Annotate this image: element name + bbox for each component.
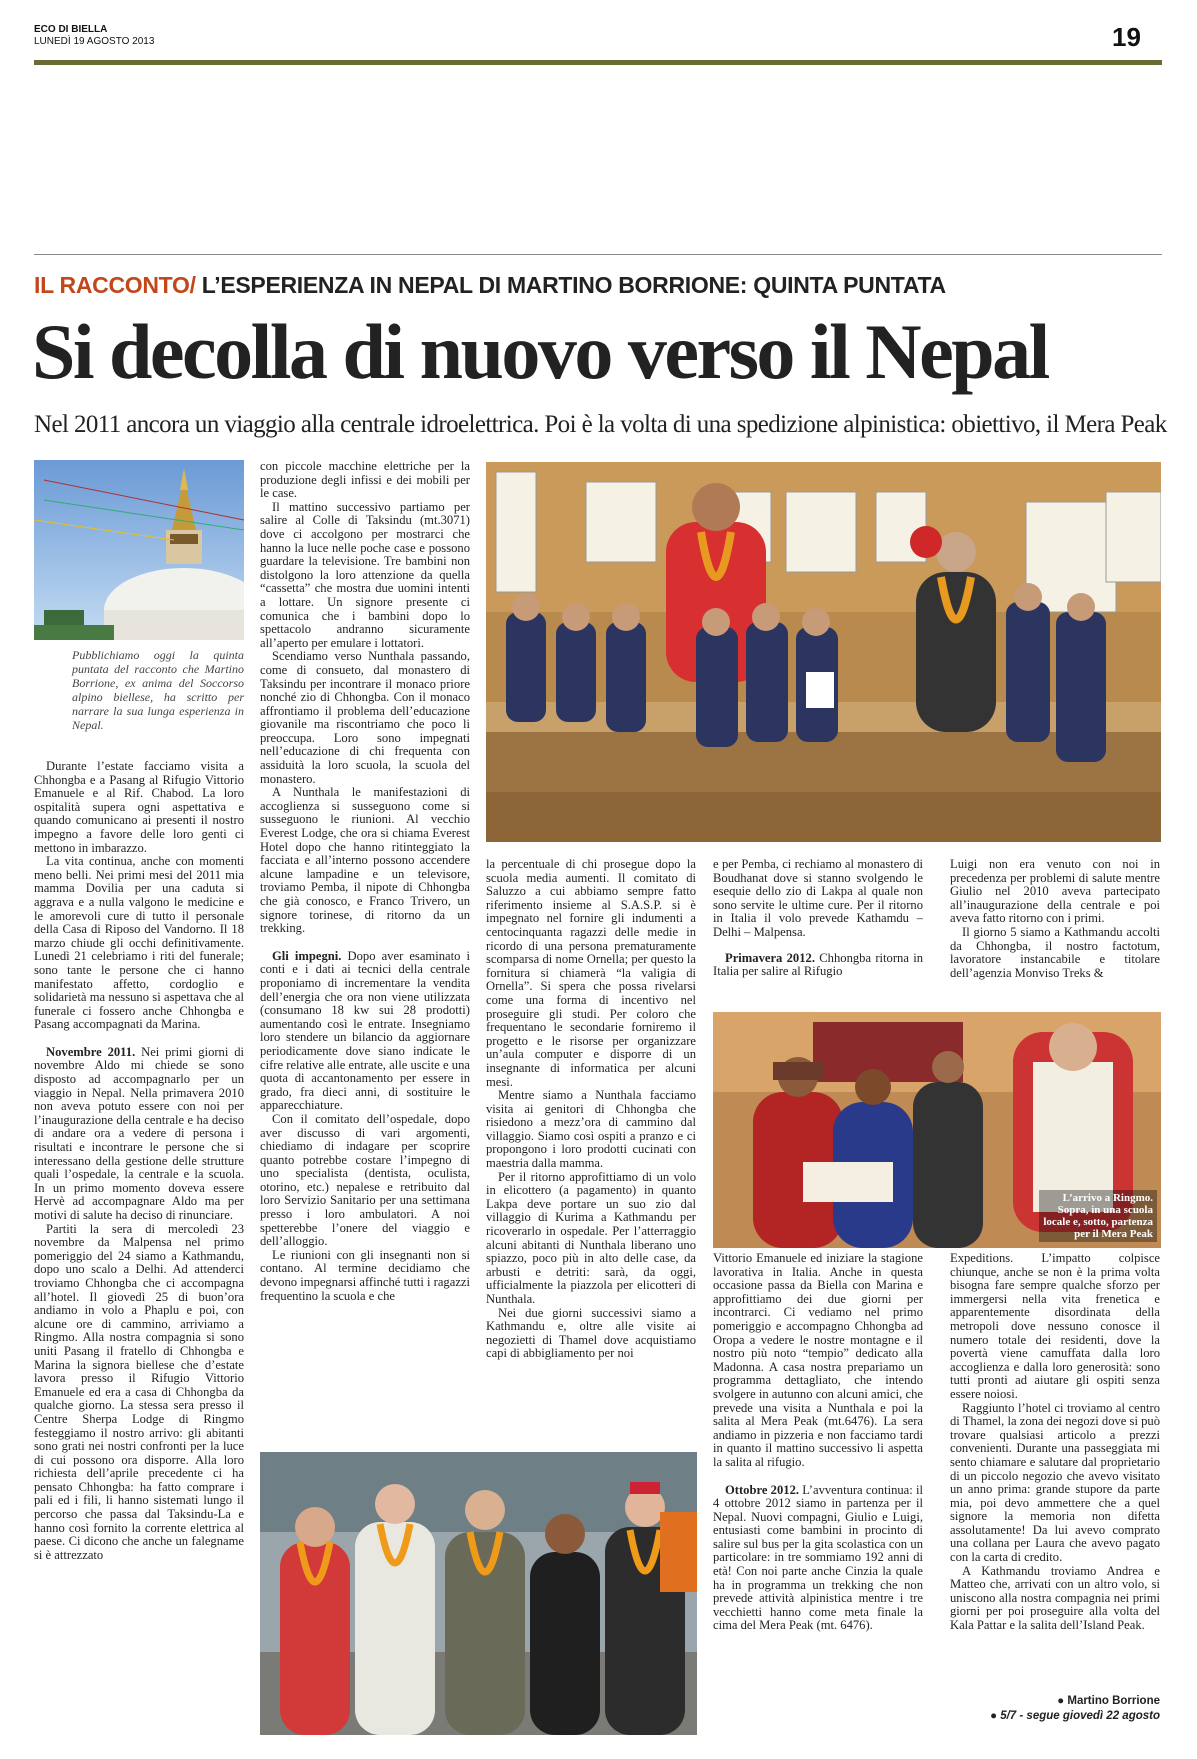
headline: Si decolla di nuovo verso il Nepal [32, 308, 1048, 395]
paragraph [260, 950, 470, 1113]
paragraph: Vittorio Emanuele ed iniziare la stagione lavorativa in Italia. Anche in questa occasione passa da Biella con Marina e approfittiamo dei due giorni per incontrarci. Ci vediamo nel primo pomeriggio e accompagno Chhongba ad Oropa a vedere le nostre montagne e il nostro più noto “tempio” dedicato alla Madonna. A casa nostra prepariamo un programma dettagliato, che intendo svolgere in autunno con alcuni amici, che prevede una visita a Nunthala e poi la salita al Mera Peak (mt.6476). La sera andiamo in pizzeria e non facciamo tardi in quanto il mattino successivo li aspetta la salita al rifugio. [713, 1252, 923, 1469]
byline [950, 1694, 1160, 1724]
continuation-note: ● 5/7 - segue giovedì 22 agosto [990, 1710, 1160, 1722]
paragraph: Le riunioni con gli insegnanti non si contano. Al termine decidiamo che devono impegnarsi affinché tutti i ragazzi frequentino la scuola e che [260, 1247, 470, 1303]
section-label: Ottobre 2012. [725, 1482, 800, 1497]
paragraph [34, 1046, 244, 1223]
paragraph: Nei due giorni successivi siamo a Kathmandu e, oltre alle visite ai negozietti di Thamel dove acquistiamo capi di abbigliamento per noi [486, 1305, 696, 1361]
subheadline: Nel 2011 ancora un viaggio alla centrale idroelettrica. Poi è la volta di una spedizione alpinistica: obiettivo, il Mera Peak [34, 411, 1167, 438]
caption-line: Sopra, in una scuola [1057, 1204, 1153, 1216]
ringmo-photo [713, 1012, 1161, 1248]
paragraph: Mentre siamo a Nunthala facciamo visita ai genitori di Chhongba che risiedono a mezz’ora di cammino dal villaggio. Siamo così ospiti a pranzo e ci propongono i loro prodotti cucinati con maestria dalla mamma. [486, 1088, 696, 1171]
paragraph: Durante l’estate facciamo visita a Chhongba e a Pasang al Rifugio Vittorio Emanuele e al Rif. Chabod. La loro ospitalità supera ogni aspettativa e quando comunicano ai presenti il nostro impegno a favore delle loro genti ci mettono in imbarazzo. [34, 760, 244, 855]
paragraph: Scendiamo verso Nunthala passando, come di consueto, dal monastero di Taksindu per incontrare il monaco priore nonché zio di Chhongba. Con il monaco affrontiamo il problema dell’educazione giovanile ma riscontriamo che poco li preoccupa. Loro sono impegnati nell’educazione di chi frequenta con assiduità la loro scuola, la scuola del monastero. [260, 649, 470, 786]
paragraph: Il giorno 5 siamo a Kathmandu accolti da Chhongba, il nostro factotum, lavoratore instancabile e titolare dell’agenzia Monviso Treks & [950, 924, 1160, 980]
paragraph-text: Nei primi giorni di novembre Aldo mi chiede se sono disposto ad accompagnarlo per un viaggio in Nepal. Nella primavera 2010 non aveva potuto essere con noi per l’inaugurazione della centrale e ha deciso di andare ora a vedere di persona i risultati e incontrare le persone che si interessano della gestione delle strutture quali l’ospedale, la centrale e la scuola. In un primo momento doveva essere Hervè ad accompagnare Aldo ma per motivi di salute ha deciso di rinunciare. [34, 1044, 244, 1222]
section-label: IL RACCONTO/ [34, 272, 196, 298]
column-4-top [713, 858, 923, 1008]
paragraph-text: L’avventura continua: il 4 ottobre 2012 siamo in partenza per il Nepal. Nuovi compagni, Giulio e Luigi, entusiasti come bambini in procinto di salire sul bus per la gita scolastica con un particolare: in tre sommiamo 192 anni di età! Con noi parte anche Cinzia la quale ha in programma un trekking che non prevede attività alpinistica mentre i tre vecchietti hanno come meta finale la cima del Mera Peak (mt. 6476). [713, 1482, 923, 1633]
intro-caption: Pubblichiamo oggi la quinta puntata del racconto che Martino Borrione, ex anima del Soccorso alpino biellese, ha scritto per narrare la sua lunga esperienza in Nepal. [72, 648, 244, 732]
column-5-bottom [950, 1252, 1160, 1692]
photo-caption [1039, 1190, 1157, 1242]
masthead-rule [34, 60, 1162, 65]
column-4-bottom [713, 1252, 923, 1722]
column-5-top [950, 858, 1160, 1008]
article-top-rule [34, 254, 1162, 255]
caption-line: L’arrivo a Ringmo. [1062, 1192, 1153, 1204]
section-label: Primavera 2012. [725, 950, 815, 965]
section-label: Gli impegni. [272, 948, 342, 963]
paragraph: e per Pemba, ci rechiamo al monastero di Boudhanat dove si stanno svolgendo le esequie dello zio di Lakpa al quale non sono servite le ultime cure. Per il ritorno in Italia il volo prevede Kathamdu – Delhi – Malpensa. [713, 858, 923, 939]
paragraph [713, 952, 923, 979]
caption-line: per il Mera Peak [1074, 1228, 1153, 1240]
paragraph: A Nunthala le manifestazioni di accoglienza si susseguono come si susseguono le riunioni. Al vecchio Everest Lodge, che ora si chiama Everest Hotel dopo che hanno ritinteggiato la facciata e all’interno possono accendere alcune lampadine e un televisore, troviamo Pemba, il nipote di Chhongba che già conosco, e Franco Trivero, un signore torinese, di ritorno da un trekking. [260, 785, 470, 936]
paragraph: Partiti la sera di mercoledì 23 novembre da Malpensa nel primo pomeriggio del 24 siamo a Kathmandu, dopo uno scalo a Delhi. Ad attenderci troviamo Chhongba che ci accompagna all’hotel. Il giovedì 25 di buon’ora andiamo in volo a Phaplu e poi, con alcune ore di cammino, arriviamo a Ringmo. Alla nostra compagnia si sono uniti Pasang il fratello di Chhongba e Marina la signora biellese che d’estate lavora presso il Rifugio Vittorio Emanuele ed era a casa di Chhongba da qualche giorno. La stessa sera presso il Centre Sherpa Lodge di Ringmo festeggiamo il nostro arrivo: gli abitanti sono grati nei nostri confronti per la luce di cui possono ora disporre. Alla loro richiesta dell’aprile precedente ci ha pensato Chhongba: ha fatto comprare i pali ed i fili, li hanno sistemati lungo il percorso che passa dal Taksindu-La e hanno così fornito la corrente elettrica al paese. Ci dicono che anche un falegname si è attrezzato [34, 1221, 244, 1562]
paragraph: Con il comitato dell’ospedale, dopo aver discusso di vari argomenti, chiediamo di indagare per scoprire quanto potrebbe costare l’impegno di uno specialista (dentista, oculista, otorino, etc.) nepalese e retribuito dal loro Servizio Sanitario per una settimana presso i loro ambulatori. A noi spetterebbe l’onere del viaggio e dell’alloggio. [260, 1111, 470, 1249]
section-label: Novembre 2011. [46, 1044, 136, 1059]
stupa-photo [34, 460, 244, 640]
author-name: ● Martino Borrione [1057, 1695, 1160, 1707]
group-photo [260, 1452, 697, 1735]
article-kicker [34, 272, 946, 299]
issue-date: LUNEDÌ 19 AGOSTO 2013 [34, 36, 155, 47]
paper-name: ECO DI BIELLA LUNEDÌ 19 AGOSTO 2013 [34, 24, 155, 47]
paragraph-text: Chhongba ritorna in Italia per salire al Rifugio [713, 950, 923, 979]
paragraph: con piccole macchine elettriche per la produzione degli infissi e dei mobili per le case. [260, 460, 470, 501]
page-number: 19 [1112, 22, 1141, 52]
paragraph: A Kathmandu troviamo Andrea e Matteo che, arrivati con un altro volo, si uniscono alla nostra compagnia nei primi giorni per poi proseguire alla volta del Kala Pattar e la salita dell’Island Peak. [950, 1563, 1160, 1633]
caption-line: locale e, sotto, partenza [1043, 1216, 1153, 1228]
paragraph: Luigi non era venuto con noi in precedenza per problemi di salute mentre Giulio nel 2010 aveva partecipato all’inaugurazione della centrale e poi aveva fatto ritorno con i primi. [950, 858, 1160, 926]
paragraph [713, 1484, 923, 1634]
paragraph: Per il ritorno approfittiamo di un volo in elicottero (a pagamento) in quanto Lakpa deve portare un suo zio dal villaggio di Kurima a Kathmandu per ricoverarlo in ospedale. Per l’atterraggio alcuni abitanti di Nunthala liberano uno spiazzo, poco più in alto delle case, da arbusti e detriti: sarà, da oggi, ufficialmente la piazzola per elicotteri di Nunthala. [486, 1169, 696, 1306]
column-3 [486, 858, 696, 1448]
paragraph: Raggiunto l’hotel ci troviamo al centro di Thamel, la zona dei negozi dove si può trovare qualsiasi articolo a prezzi convenienti. Durante una passeggiata mi sento chiamare e salutare dal proprietario di un piccolo negozio che avevo visitato un anno prima: grande stupore da parte mia, poi devo ammettere che a quel signore la memoria non difetta assolutamente! Da lui avevo comprato una collana per Laura che avevo pagato con la carta di credito. [950, 1400, 1160, 1565]
paragraph-text: Dopo aver esaminato i conti e i dati ai tecnici della centrale proponiamo di incrementare la vendita dell’energia che ora non viene utilizzata (consumano 18 kw sui 28 prodotti) aumentando così le entrate. Insegniamo loro stendere un bilancio da aggiornare periodicamente dove siano indicate le cifre relative alle entrate, alle uscite e una quota di accantonamento per essere in grado, fra dieci anni, di sostituire le apparecchiature. [260, 948, 470, 1113]
paragraph: Expeditions. L’impatto colpisce chiunque, anche se non è la prima volta bisogna fare sempre qualche sforzo per immergersi nella vita frenetica e apparentemente disordinata della metropoli dove nessuno conosce il numero totale dei residenti, dove la povertà viene camuffata dalla loro accoglienza e dalla loro generosità: sono tutti pronti ad aiutare gli ospiti senza essere noiosi. [950, 1252, 1160, 1401]
paragraph: la percentuale di chi prosegue dopo la scuola media aumenti. Il comitato di Saluzzo a cui abbiamo sempre fatto riferimento insieme al S.A.S.P. si è impegnato nel fornire gli indumenti a centocinquanta ragazzi delle medie in ricordo di una persona prematuramente scomparsa di nome Ornella; per questo la fornitura si chiamerà “la valigia di Ornella”. Si spera che possa rivelarsi come una forma di incentivo nel proseguire gli studi. Per coloro che frequentano le secondarie forniremo il progetto e le risorse per organizzare un’aula computer e disporre di un insegnante di informatica per alcuni mesi. [486, 858, 696, 1089]
paragraph: Il mattino successivo partiamo per salire al Colle di Taksindu (mt.3071) dove ci accolgono per mostrarci che hanno la luce nelle poche case e possono guardare la televisione. Tre bambini non distolgono la loro attenzione da quella “cassetta” che mostra due uomini intenti a lottare. Un signore presente ci comunica che i bambini dopo lo spettacolo andranno sicuramente all’aperto per emulare i lottatori. [260, 499, 470, 650]
kicker-text: L’ESPERIENZA IN NEPAL DI MARTINO BORRIONE: QUINTA PUNTATA [195, 272, 946, 298]
column-2 [260, 460, 470, 1460]
paragraph: La vita continua, anche con momenti meno belli. Nei primi mesi del 2011 mia mamma Dovilia per una caduta si aggrava e a nulla valgono le medicine e le amorevoli cure di tutto il personale della Casa di Riposo del Vandorno. Il 18 marzo chiude gli occhi definitivamente. Lunedì 21 celebriamo i riti del funerale; sono tante le persone che ci hanno manifestato affetto, cordoglio e solidarietà ma nessuno si aspettava che al funerale ci fossero anche Chhongba e Pasang accompagnati da Marina. [34, 854, 244, 1032]
column-1 [34, 760, 244, 1745]
school-photo [486, 462, 1161, 842]
